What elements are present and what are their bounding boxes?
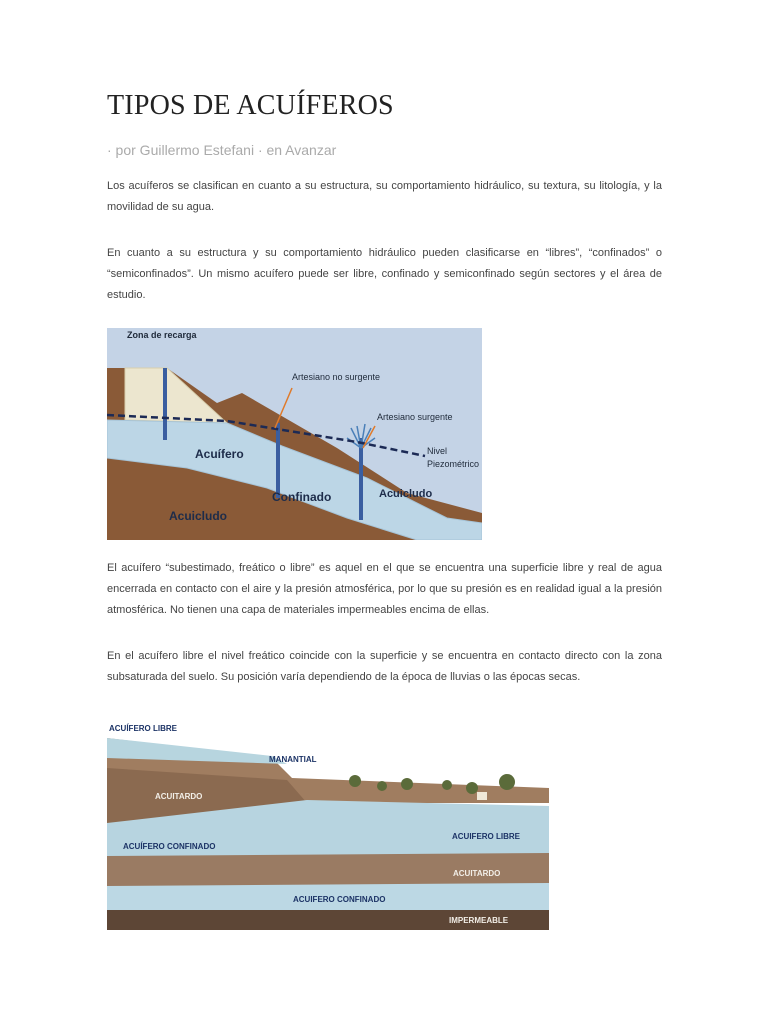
label-artesiano-surgente: Artesiano surgente	[377, 412, 453, 422]
label-piezometrico: Piezométrico	[427, 459, 480, 469]
label-acuifero: Acuífero	[195, 447, 244, 461]
label-acuitardo-top: ACUITARDO	[155, 792, 203, 801]
label-acuifero-libre-right: ACUIFERO LIBRE	[452, 832, 520, 841]
label-acuitardo-right: ACUITARDO	[453, 869, 501, 878]
label-confinado: Confinado	[272, 490, 332, 504]
aquifer-layers-diagram	[107, 718, 549, 930]
label-impermeable: IMPERMEABLE	[449, 916, 509, 925]
label-acuifero-libre-title: ACUÍFERO LIBRE	[109, 724, 177, 733]
paragraph-nivel-freatico: En el acuífero libre el nivel freático coincide con la superficie y se encuentra en contacto directo con la zona subsaturada del suelo. Su posición varía dependiendo de la época de lluvias o las épocas secas.	[107, 650, 662, 683]
page-title: TIPOS DE ACUÍFEROS	[107, 90, 394, 121]
label-zona-recarga: Zona de recarga	[127, 330, 197, 340]
aquifer-types-diagram	[107, 328, 482, 540]
label-acuifero-confinado-left: ACUÍFERO CONFINADO	[123, 842, 216, 851]
label-artesiano-no-surgente: Artesiano no surgente	[292, 372, 381, 382]
label-manantial: MANANTIAL	[269, 755, 317, 764]
paragraph-libre: El acuífero “subestimado, freático o libre” es aquel en el que se encuentra una superficie libre y real de agua encerrada en contacto con el aire y la presión atmosférica, por lo que su presión es en realidad igual a la presión atmosférica. No tienen una capa de materiales impermeables encima de ellas.	[107, 562, 662, 616]
label-acuifero-confinado-bottom: ACUIFERO CONFINADO	[293, 895, 386, 904]
label-acuicludo-right: Acuicludo	[379, 488, 433, 500]
label-nivel: Nivel	[427, 446, 448, 456]
paragraph-intro: Los acuíferos se clasifican en cuanto a su estructura, su comportamiento hidráulico, su textura, su litología, y la movilidad de su agua.	[107, 180, 662, 213]
paragraph-structure: En cuanto a su estructura y su comportamiento hidráulico pueden clasificarse en “libres”, “confinados” o “semiconfinados”. Un mismo acuífero puede ser libre, confinado y semiconfinado según sectores y el área de estudio.	[107, 247, 662, 301]
byline[interactable]: · por Guillermo Estefani · en Avanzar	[107, 142, 337, 158]
label-acuicludo-bottom: Acuicludo	[169, 509, 228, 523]
